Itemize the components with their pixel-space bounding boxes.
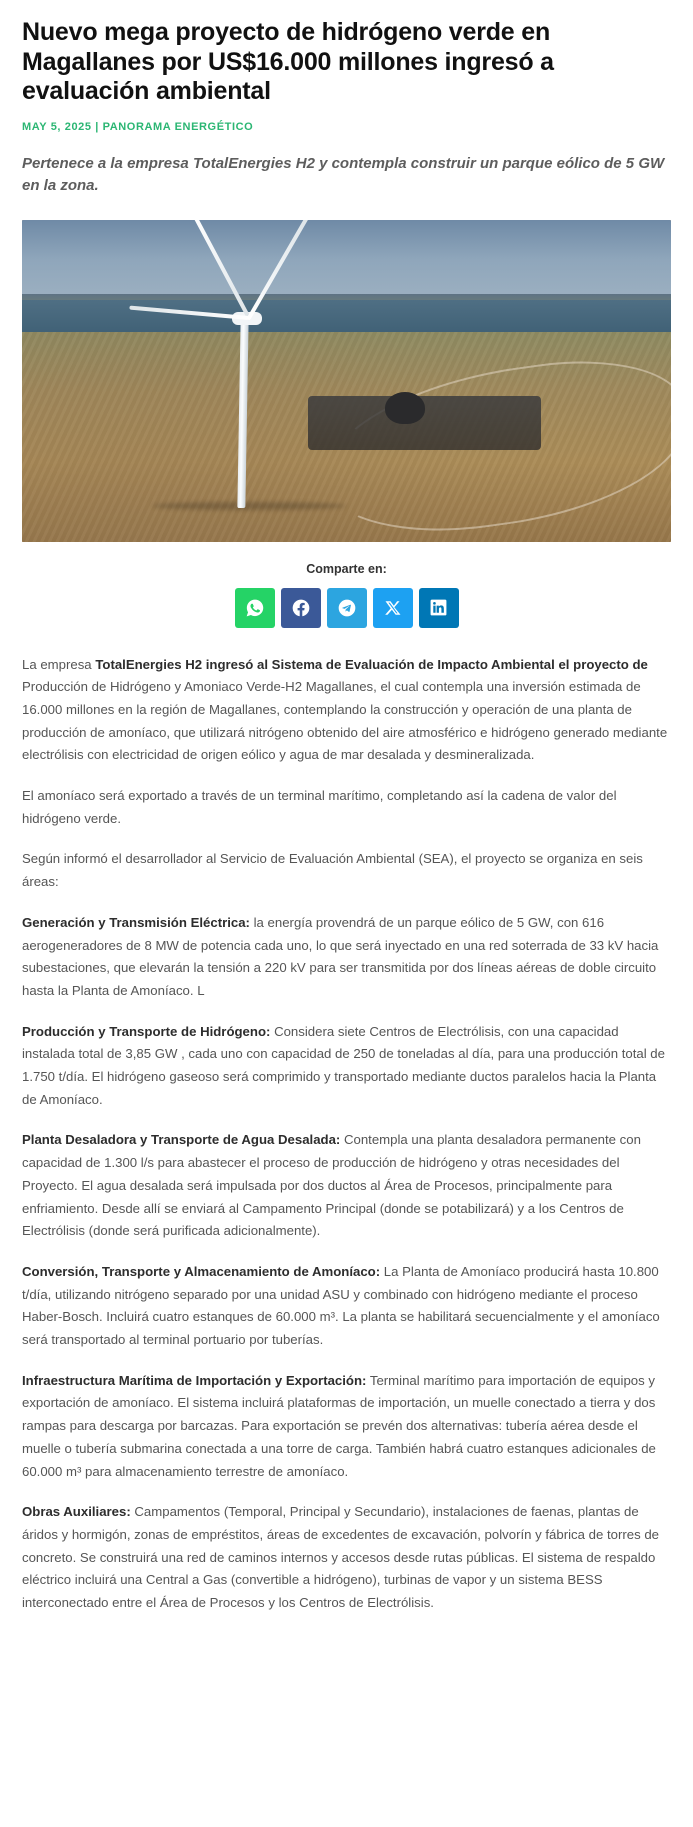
linkedin-icon <box>429 598 448 617</box>
section-heading: Conversión, Transporte y Almacenamiento de Amoníaco: <box>22 1263 381 1279</box>
article-meta: MAY 5, 2025 | PANORAMA ENERGÉTICO <box>22 120 254 133</box>
share-label: Comparte en: <box>306 561 387 576</box>
body-paragraph-2: El amoníaco será exportado a través de un terminal marítimo, completando así la cadena de valor del hidrógeno verde. <box>22 788 617 826</box>
section-heading: Planta Desaladora y Transporte de Agua Desalada: <box>22 1132 341 1148</box>
x-twitter-icon <box>384 599 402 617</box>
body-section-auxiliares <box>22 1501 671 1615</box>
section-text: Terminal marítimo para importación de equipos y exportación de amoníaco. El sistema incluirá plataformas de importación, un muelle conectado a tierra y dos rampas para descarga por barcazas. Para exportación se prevén dos alternativas: tubería aérea desde el muelle o tubería submarina conectada a una torre de carga. También habrá cuatro estanques adicionales de 60.000 m³ para almacenamiento terrestre de amoníaco. <box>22 1372 656 1479</box>
share-whatsapp-button[interactable] <box>235 588 275 628</box>
section-heading: Obras Auxiliares: <box>22 1504 131 1520</box>
share-buttons <box>22 588 671 628</box>
body-paragraph-3: Según informó el desarrollador al Servicio de Evaluación Ambiental (SEA), el proyecto se organiza en seis áreas: <box>22 851 643 890</box>
page-title: Nuevo mega proyecto de hidrógeno verde en Magallanes por US$16.000 millones ingresó a evaluación ambiental <box>22 18 554 105</box>
body-section-hidrogeno <box>22 1021 671 1112</box>
p1-bold-lead: TotalEnergies H2 ingresó al Sistema de Evaluación de Impacto Ambiental el proyecto de <box>95 656 648 672</box>
hero-turbine-shadow <box>152 502 347 510</box>
body-section-maritima <box>22 1370 671 1484</box>
section-text: la energía provendrá de un parque eólico de 5 GW, con 616 aerogeneradores de 8 MW de potencia cada uno, lo que será inyectado en una red soterrada de 33 kV hacia subestaciones, que elevarán la tensión a 220 kV para ser transmitida por dos líneas aéreas de doble circuito hasta la Planta de Amoníaco. L <box>22 914 659 998</box>
section-heading: Producción y Transporte de Hidrógeno: <box>22 1023 271 1039</box>
article-lede: Pertenece a la empresa TotalEnergies H2 y contempla construir un parque eólico de 5 GW en la zona. <box>22 154 665 194</box>
section-heading: Infraestructura Marítima de Importación y Exportación: <box>22 1372 367 1388</box>
body-section-generacion <box>22 912 671 1003</box>
share-facebook-button[interactable] <box>281 588 321 628</box>
hero-image <box>22 220 671 542</box>
whatsapp-icon <box>245 598 265 618</box>
article-body <box>22 654 671 1615</box>
body-section-desaladora <box>22 1129 671 1243</box>
facebook-icon <box>291 598 311 618</box>
p1-rest: Producción de Hidrógeno y Amoniaco Verde-H2 Magallanes, el cual contempla una inversión estimada de 16.000 millones en la región de Magallanes, contemplando la construcción y operación de una planta de producción de amoníaco, que utilizará nitrógeno obtenido del aire atmosférico e hidrógeno generado mediante electrólisis con electricidad de origen eólico y agua de mar desalada y desmineralizada. <box>22 679 668 763</box>
body-section-conversion <box>22 1261 671 1352</box>
share-telegram-button[interactable] <box>327 588 367 628</box>
section-text: Contempla una planta desaladora permanente con capacidad de 1.300 l/s para abastecer el proceso de producción de hidrógeno y otras necesidades del Proyecto. El agua desalada será impulsada por dos ductos al Área de Procesos, principalmente para enfriamiento. Desde allí se enviará al Campamento Principal (donde se potabilizará) y a los Centros de Electrólisis (donde será purificada adicionalmente). <box>22 1132 641 1239</box>
telegram-icon <box>337 598 357 618</box>
share-x-button[interactable] <box>373 588 413 628</box>
body-paragraph-1 <box>22 654 671 768</box>
section-heading: Generación y Transmisión Eléctrica: <box>22 914 250 930</box>
share-linkedin-button[interactable] <box>419 588 459 628</box>
hero-storage-tank <box>385 392 425 424</box>
section-text: La Planta de Amoníaco producirá hasta 10.800 t/día, utilizando nitrógeno separado por una unidad ASU y combinado con hidrógeno mediante el proceso Haber-Bosch. Incluirá cuatro estanques de 60.000 m³. La planta se habilitará secuencialmente y el amoníaco será transportado al terminal portuario por tuberías. <box>22 1263 660 1348</box>
p1-prefix: La empresa <box>22 656 96 672</box>
section-text: Campamentos (Temporal, Principal y Secundario), instalaciones de faenas, plantas de áridos y hormigón, zonas de empréstitos, áreas de excedentes de excavación, polvorín y fábrica de torres de concreto. Se construirá una red de caminos internos y accesos desde rutas públicas. El sistema de respaldo eléctrico incluirá una Central a Gas (convertible a hidrógeno), turbinas de vapor y un sistema BESS interconectado entre el Área de Procesos y los Centros de Electrólisis. <box>22 1504 660 1611</box>
section-text: Considera siete Centros de Electrólisis, con una capacidad instalada total de 3,85 GW , cada uno con capacidad de 250 de toneladas al día, para una producción total de 1.750 t/día. El hidrógeno gaseoso será comprimido y transportado mediante ductos paralelos hacia la Planta de Amoníaco. <box>22 1023 665 1107</box>
